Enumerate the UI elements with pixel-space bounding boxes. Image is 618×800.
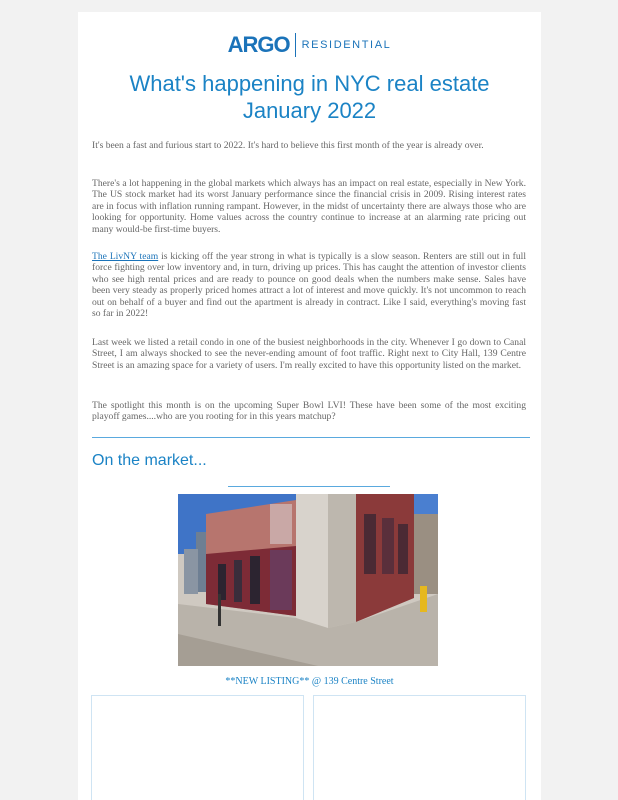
listing-photo[interactable]	[178, 494, 438, 666]
logo-divider	[295, 33, 296, 57]
on-the-market-heading: On the market...	[92, 452, 207, 469]
team-paragraph-text: is kicking off the year strong in what is typically is a slow season. Renters are still out in full force fighting over low inventory and, in turn, driving up prices. This has caught the attention of investor clients who see high rental prices and are ready to pounce on good deals when the numbers make sense. Sales have been very steady as properly priced homes attract a lot of interest and move quickly. It's not uncommon to reach out on behalf of a buyer and find out the apartment is already in contract. Like I said, everything's moving fast so far in 2022!	[92, 251, 526, 320]
email-card	[78, 12, 541, 800]
logo-subtext: RESIDENTIAL	[301, 39, 392, 51]
argo-residential-logo[interactable]	[78, 32, 541, 58]
title-line-2: January 2022	[242, 98, 377, 123]
logo-mark: ARGO	[227, 32, 290, 57]
listing-card-right[interactable]	[313, 695, 526, 800]
title-line-1: What's happening in NYC real estate	[129, 71, 490, 96]
livny-team-link[interactable]: The LivNY team	[92, 251, 159, 262]
team-paragraph	[92, 251, 526, 319]
markets-paragraph: There's a lot happening in the global markets which always has an impact on real estate, especially in New York. The US stock market had its worst January performance since the financial crisis in 2009. Rising interest rates are in focus with inflation running rampant. However, in the midst of uncertainty there are always those who are looking for opportunity. Home values across the country continue to increase at an alarming rate pricing out many would-be first-time buyers.	[92, 178, 526, 235]
heading-underline	[228, 486, 390, 487]
listing-card-left[interactable]	[91, 695, 304, 800]
listing-caption: **NEW LISTING** @ 139 Centre Street	[225, 676, 394, 687]
intro-paragraph: It's been a fast and furious start to 2022. It's hard to believe this first month of the year is already over.	[92, 140, 484, 151]
superbowl-paragraph: The spotlight this month is on the upcoming Super Bowl LVI! These have been some of the most exciting playoff games....who are you rooting for in this years matchup?	[92, 400, 526, 423]
page-title	[78, 70, 541, 124]
listing-paragraph: Last week we listed a retail condo in one of the busiest neighborhoods in the city. Whenever I go down to Canal Street, I am always shocked to see the never-ending amount of foot traffic. Right next to City Hall, 139 Centre Street is an amazing space for a variety of users. I'm really excited to have this opportunity listed on the market.	[92, 337, 526, 371]
street-corner-image	[178, 494, 438, 666]
section-divider	[92, 437, 530, 438]
